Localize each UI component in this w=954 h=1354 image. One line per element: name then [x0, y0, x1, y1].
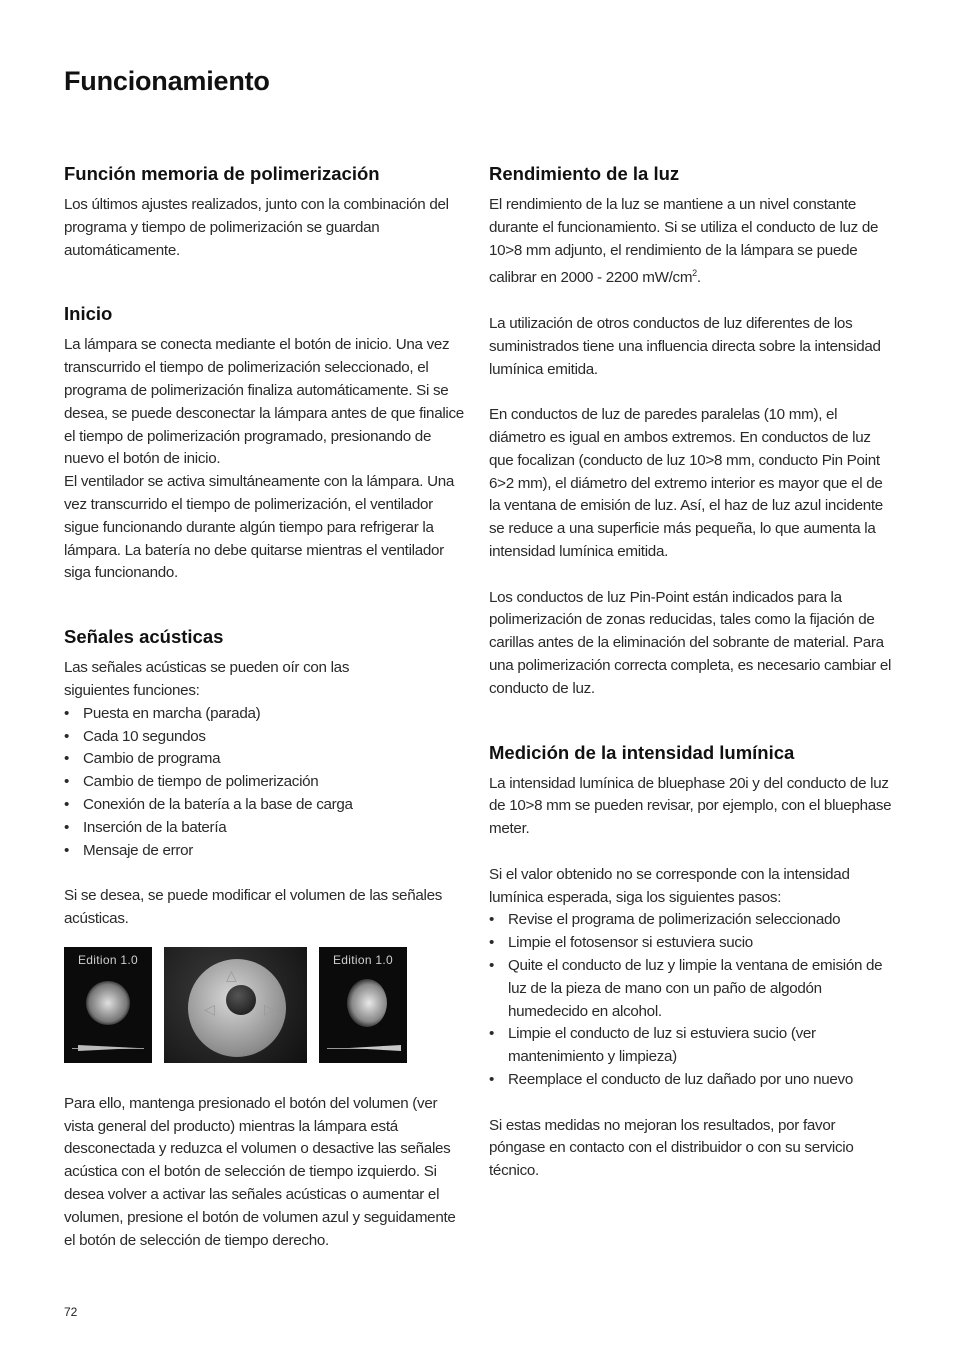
handpiece-buttons-image: [164, 947, 307, 1063]
speaker-icon: [347, 979, 387, 1027]
list-item: • Limpie el conducto de luz si estuviera sucio (ver mantenimiento y limpieza): [489, 1023, 893, 1069]
section-inicio: [64, 302, 464, 585]
paragraph: Si el valor obtenido no se corresponde con la intensidad lumínica esperada, siga los siguientes pasos:: [489, 865, 850, 906]
section-memoria: [64, 162, 464, 262]
list-item: • Cada 10 segundos: [64, 726, 464, 749]
list-item: • Reemplace el conducto de luz dañado por uno nuevo: [489, 1069, 893, 1092]
display-label: Edition 1.0: [78, 952, 139, 967]
paragraph: Si estas medidas no mejoran los resultados, por favor póngase en contacto con el distribuidor o con su servicio técnico.: [489, 1116, 854, 1180]
list-item: • Quite el conducto de luz y limpie la ventana de emisión de luz de la pieza de mano con un paño de algodón humedecido en alcohol.: [489, 955, 893, 1023]
paragraph: Los conductos de luz Pin-Point están indicados para la polimerización de zonas reducidas, tales como la fijación de carillas antes de la eliminación del sobrante de material. Para una polimerización correcta completa, es necesario cambiar el conducto de luz.: [489, 588, 892, 697]
paragraph: Para ello, mantenga presionado el botón del volumen (ver vista general del producto) mientras la lámpara está desconectada y reduzca el volumen o desactive las señales acústica con el botón de selección de tiempo izquierdo. Si desea volver a activar las señales acústicas o aumentar el volumen, presione el botón de volumen azul y seguidamente el botón de selección de tiempo derecho.: [64, 1094, 456, 1249]
section-heading: Medición de la intensidad lumínica: [489, 741, 795, 763]
section-heading: Inicio: [64, 303, 113, 325]
arrow-left-icon: ◁: [204, 1000, 215, 1017]
paragraph: Si se desea, se puede modificar el volumen de las señales acústicas.: [64, 887, 443, 927]
list-item: • Conexión de la batería a la base de carga: [64, 794, 464, 817]
section-heading: Señales acústicas: [64, 626, 224, 648]
display-volume-low-image: [64, 947, 152, 1063]
list-item: • Cambio de programa: [64, 748, 464, 771]
volume-wedge-icon: [78, 1045, 138, 1051]
image-row: [64, 947, 464, 1063]
section-heading: Rendimiento de la luz: [489, 163, 680, 184]
list-item: • Limpie el fotosensor si estuviera sucio: [489, 932, 893, 955]
paragraph: La lámpara se conecta mediante el botón de inicio. Una vez transcurrido el tiempo de polimerización seleccionado, el programa de polimerización finaliza automáticamente. Si se desea, se puede desconectar la lámpara antes de que finalice el tiempo de polimerización programado, presionando de nuevo el botón de inicio.: [64, 336, 464, 468]
paragraph: Los últimos ajustes realizados, junto con la combinación del programa y tiempo de polimerización se guardan automáticamente.: [64, 196, 449, 259]
list-item: • Mensaje de error: [64, 840, 464, 863]
paragraph: En conductos de luz de paredes paralelas (10 mm), el diámetro es igual en ambos extremos. En conductos de luz que focalizan (conducto de luz 10>8 mm, conducto Pin Point 6>2 mm), el diámetro del extremo interior es mayor que el de la ventana de emisión de luz. Así, el haz de luz azul incidente se reduce a una superficie más pequeña, lo que aumenta la intensidad lumínica emitida.: [489, 406, 883, 561]
list-item: • Revise el programa de polimerización seleccionado: [489, 909, 893, 932]
page-title: Funcionamiento: [64, 66, 270, 96]
section-heading: Función memoria de polimerización: [64, 163, 380, 184]
section-rendimiento: [489, 162, 893, 701]
paragraph: El rendimiento de la luz se mantiene a un nivel constante durante el funcionamiento. Si se utiliza el conducto de luz de 10>8 mm adjunto, el rendimiento de la lámpara se puede calibrar en 2000 - 2200 $mW/cm^2$.: [489, 196, 879, 287]
section-senales-acusticas: [64, 625, 464, 1252]
display-volume-high-image: [319, 947, 407, 1063]
center-button: [226, 985, 256, 1015]
left-column: [64, 162, 464, 1252]
display-label: Edition 1.0: [333, 952, 394, 967]
paragraph: La intensidad lumínica de bluephase 20i y del conducto de luz de 10>8 mm se pueden revisar, por ejemplo, con el bluephase meter.: [489, 774, 892, 838]
arrow-right-icon: ▷: [264, 1000, 275, 1017]
paragraph: La utilización de otros conductos de luz diferentes de los suministrados tiene una influencia directa sobre la intensidad lumínica emitida.: [489, 315, 881, 378]
arrow-up-icon: △: [226, 966, 237, 983]
section-medicion: [489, 741, 893, 1183]
right-column: [489, 162, 893, 1183]
volume-wedge-icon: [349, 1045, 401, 1051]
list-item: • Cambio de tiempo de polimerización: [64, 771, 464, 794]
list-item: • Puesta en marcha (parada): [64, 703, 464, 726]
bullet-list: [64, 703, 464, 863]
speaker-icon: [86, 981, 130, 1025]
paragraph: El ventilador se activa simultáneamente con la lámpara. Una vez transcurrido el tiempo de polimerización, el ventilador sigue funcionando durante algún tiempo para refrigerar la lámpara. La batería no debe quitarse mientras el ventilador siga funcionando.: [64, 473, 455, 582]
paragraph: Las señales acústicas se pueden oír con las siguientes funciones:: [64, 659, 350, 699]
page-number: 72: [64, 1305, 78, 1319]
bullet-list: [489, 909, 893, 1091]
list-item: • Inserción de la batería: [64, 817, 464, 840]
